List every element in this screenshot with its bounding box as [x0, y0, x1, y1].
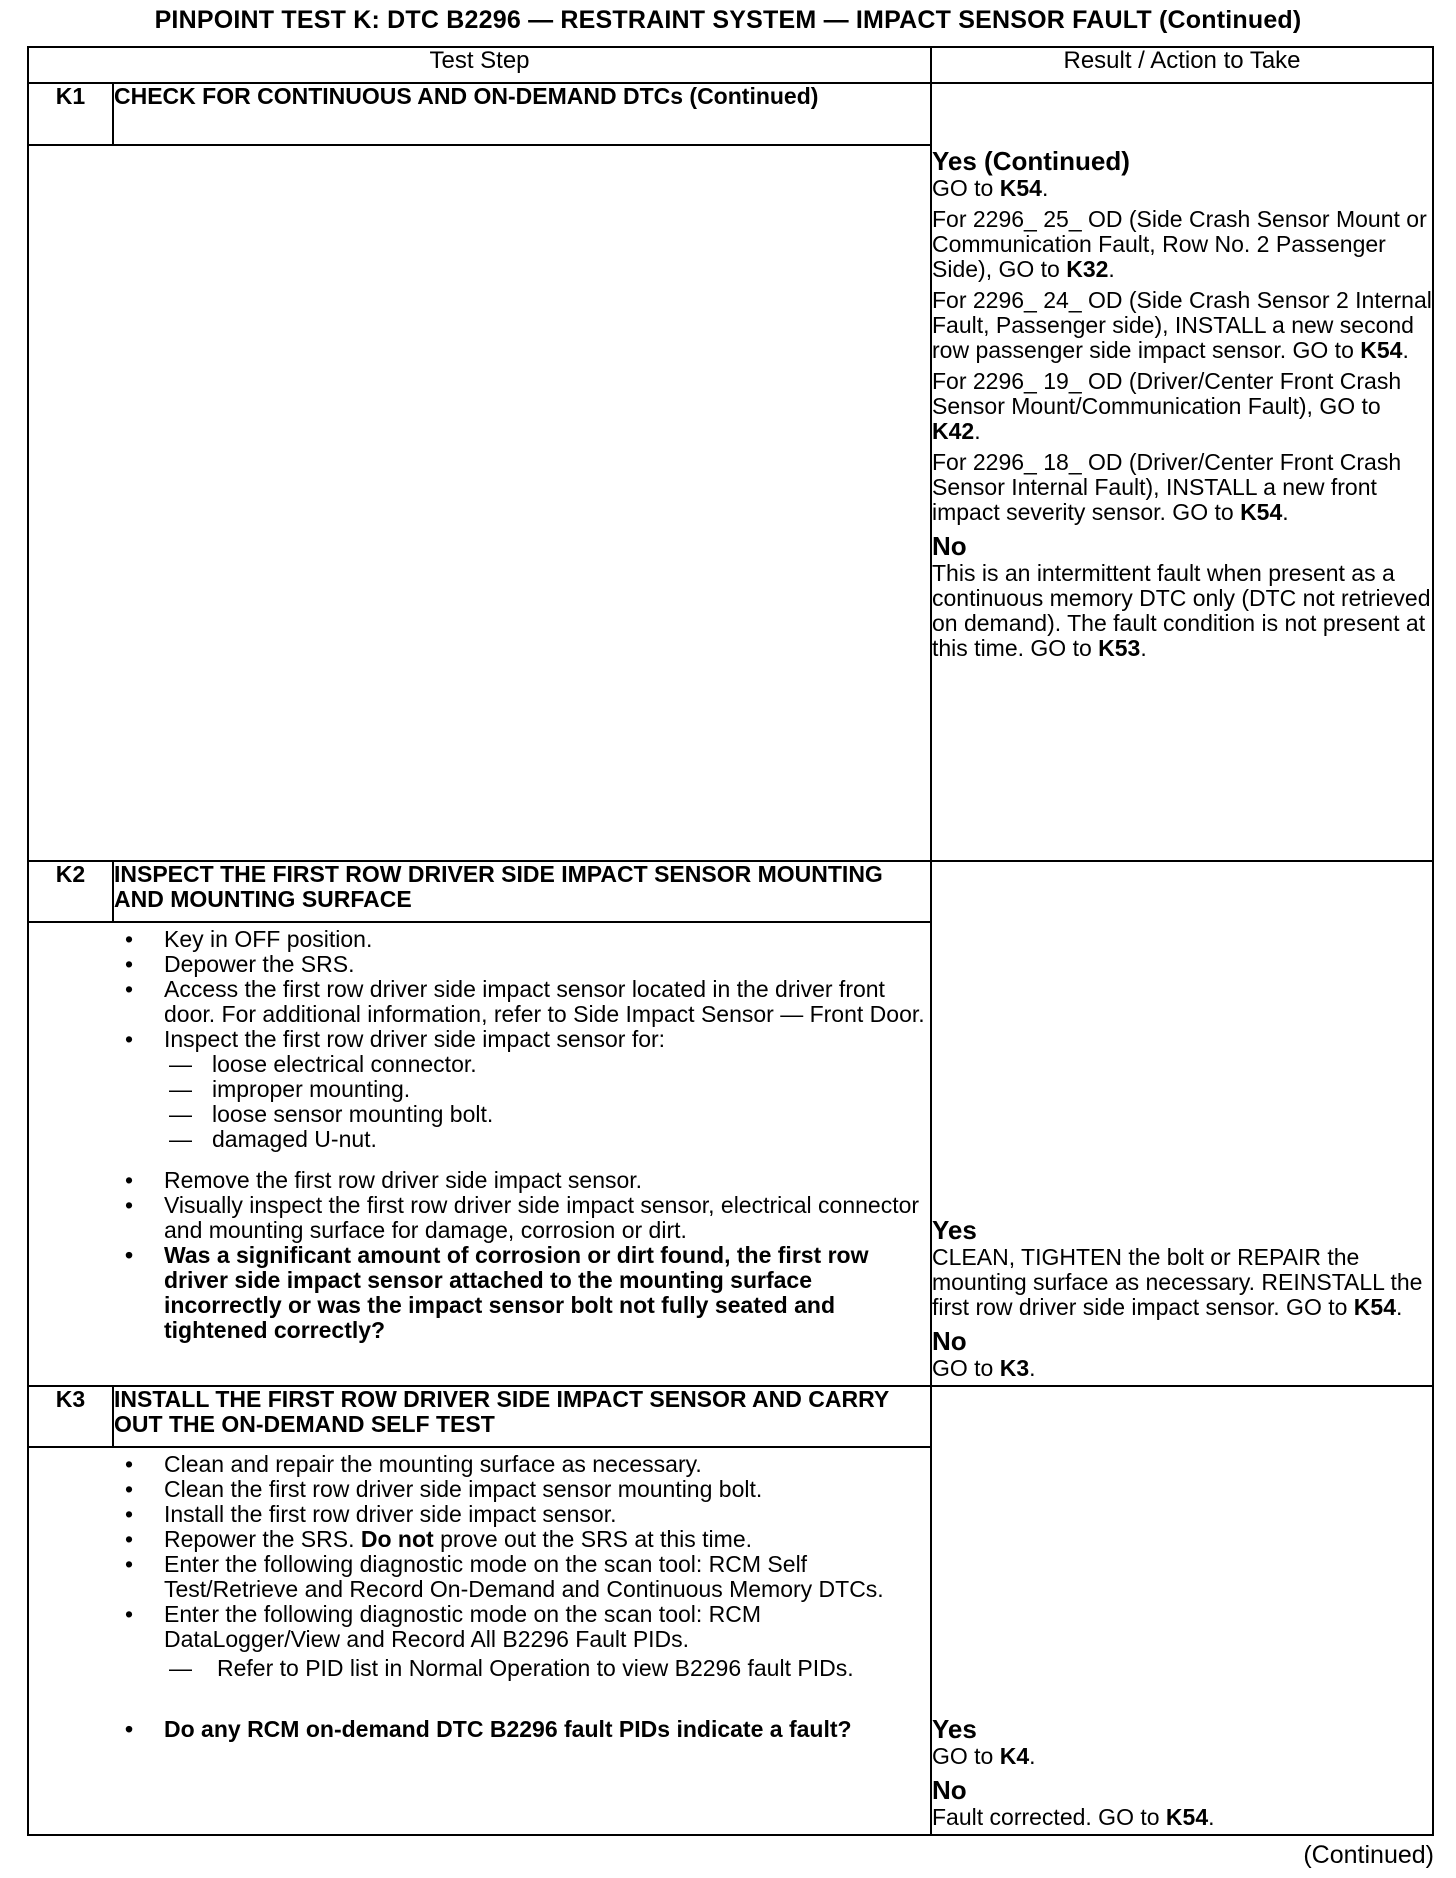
k2-no-heading: No — [932, 1326, 967, 1356]
test-step-header: Test Step — [28, 47, 931, 83]
list-item: • Enter the following diagnostic mode on the scan tool: RCM Self Test/Retrieve and Record On-Demand and Continuous Memory DTCs. — [29, 1552, 930, 1602]
list-item: — damaged U-nut. — [29, 1127, 930, 1152]
k1-step-title: CHECK FOR CONTINUOUS AND ON-DEMAND DTCs (Continued) — [113, 83, 931, 145]
k2-result-cell — [931, 861, 1433, 1386]
k1-goto-ref[interactable]: K54 — [999, 175, 1042, 201]
list-item: — loose electrical connector. — [29, 1052, 930, 1077]
k2-step-id: K2 — [28, 861, 113, 922]
k2-yes-ref[interactable]: K54 — [1353, 1294, 1396, 1320]
k3-dash-list — [29, 1656, 930, 1681]
k3-step-title: INSTALL THE FIRST ROW DRIVER SIDE IMPACT SENSOR AND CARRY OUT THE ON-DEMAND SELF TEST — [113, 1386, 931, 1447]
k1-para-4-ref[interactable]: K54 — [1240, 499, 1283, 525]
k3-yes-heading: Yes — [932, 1714, 977, 1744]
k2-yes-heading: Yes — [932, 1215, 977, 1245]
k1-yes-goto: GO to K54. — [932, 175, 1049, 201]
k2-dash-list — [29, 1052, 930, 1152]
k2-title-row — [28, 861, 1433, 922]
continued-footer: (Continued) — [1303, 1841, 1434, 1869]
k1-result-cell — [931, 83, 1433, 861]
k3-bullet-list-b — [29, 1717, 930, 1742]
k2-no-text: GO to K3. — [932, 1355, 1036, 1381]
k1-result — [932, 146, 1432, 661]
k3-detail — [28, 1447, 931, 1835]
list-item: — loose sensor mounting bolt. — [29, 1102, 930, 1127]
k1-no-heading: No — [932, 531, 967, 561]
k1-para-3: For 2296_ 19_ OD (Driver/Center Front Crash Sensor Mount/Communication Fault), GO to K42. — [932, 368, 1402, 444]
list-item: • Key in OFF position. — [29, 927, 930, 952]
k1-no-text: This is an intermittent fault when present as a continuous memory DTC only (DTC not retrieved on demand). The fault condition is not present at this time. GO to K53. — [932, 560, 1431, 661]
list-item: • Clean and repair the mounting surface as necessary. — [29, 1452, 930, 1477]
k3-bullet-list-a — [29, 1452, 930, 1652]
list-item: • Clean the first row driver side impact sensor mounting bolt. — [29, 1477, 930, 1502]
k1-para-1-ref[interactable]: K32 — [1066, 256, 1109, 282]
k3-no-text: Fault corrected. GO to K54. — [932, 1804, 1215, 1830]
k3-result-cell — [931, 1386, 1433, 1835]
list-item: • Visually inspect the first row driver side impact sensor, electrical connector and mounting surface for damage, corrosion or dirt. — [29, 1193, 930, 1243]
k1-para-2-ref[interactable]: K54 — [1360, 337, 1403, 363]
k2-bullet-list-b — [29, 1168, 930, 1343]
k3-yes-ref[interactable]: K4 — [999, 1743, 1030, 1769]
k1-para-4: For 2296_ 18_ OD (Driver/Center Front Crash Sensor Internal Fault), INSTALL a new front impact severity sensor. GO to K54. — [932, 449, 1402, 525]
k2-bullet-list-a — [29, 927, 930, 1052]
k2-result — [932, 1215, 1432, 1385]
k1-no-ref[interactable]: K53 — [1098, 635, 1141, 661]
table-header-row — [28, 47, 1433, 83]
list-item: • Inspect the first row driver side impact sensor for: — [29, 1027, 930, 1052]
k1-title-row — [28, 83, 1433, 145]
list-item: • Enter the following diagnostic mode on the scan tool: RCM DataLogger/View and Record All B2296 Fault PIDs. — [29, 1602, 930, 1652]
k3-step-id: K3 — [28, 1386, 113, 1447]
k2-question: • Was a significant amount of corrosion or dirt found, the first row driver side impact sensor attached to the mounting surface incorrectly or was the impact sensor bolt not fully seated and tightened correctly? — [29, 1243, 930, 1343]
pinpoint-test-table — [27, 46, 1434, 1836]
list-item: — Refer to PID list in Normal Operation to view B2296 fault PIDs. — [29, 1656, 930, 1681]
k2-step-title: INSPECT THE FIRST ROW DRIVER SIDE IMPACT SENSOR MOUNTING AND MOUNTING SURFACE — [113, 861, 931, 922]
page-title: PINPOINT TEST K: DTC B2296 — RESTRAINT SYSTEM — IMPACT SENSOR FAULT (Continued) — [154, 6, 1302, 34]
k1-yes-heading: Yes (Continued) — [932, 146, 1130, 176]
k1-detail-empty — [28, 145, 931, 861]
list-item: • Depower the SRS. — [29, 952, 930, 977]
k2-detail — [28, 922, 931, 1386]
k1-step-id: K1 — [28, 83, 113, 145]
k3-no-ref[interactable]: K54 — [1165, 1804, 1209, 1830]
list-item: • Remove the first row driver side impact sensor. — [29, 1168, 930, 1193]
k3-result — [932, 1714, 1432, 1834]
k3-title-row — [28, 1386, 1433, 1447]
k2-no-ref[interactable]: K3 — [999, 1355, 1030, 1381]
k3-yes-text: GO to K4. — [932, 1743, 1036, 1769]
k1-para-3-ref[interactable]: K42 — [932, 418, 975, 444]
k1-para-2: For 2296_ 24_ OD (Side Crash Sensor 2 Internal Fault, Passenger side), INSTALL a new second row passenger side impact sensor. GO to K54. — [932, 287, 1432, 363]
k3-question: • Do any RCM on-demand DTC B2296 fault PIDs indicate a fault? — [29, 1717, 930, 1742]
result-header: Result / Action to Take — [931, 47, 1433, 83]
k2-yes-text: CLEAN, TIGHTEN the bolt or REPAIR the mounting surface as necessary. REINSTALL the first row driver side impact sensor. GO to K54. — [932, 1244, 1423, 1320]
list-item: • Access the first row driver side impact sensor located in the driver front door. For additional information, refer to Side Impact Sensor — Front Door. — [29, 977, 930, 1027]
k1-para-1: For 2296_ 25_ OD (Side Crash Sensor Mount or Communication Fault, Row No. 2 Passenger Side), GO to K32. — [932, 206, 1427, 282]
list-item: — improper mounting. — [29, 1077, 930, 1102]
k3-repower-item: • Repower the SRS. Do not prove out the SRS at this time. — [29, 1527, 930, 1552]
k3-no-heading: No — [932, 1775, 967, 1805]
list-item: • Install the first row driver side impact sensor. — [29, 1502, 930, 1527]
